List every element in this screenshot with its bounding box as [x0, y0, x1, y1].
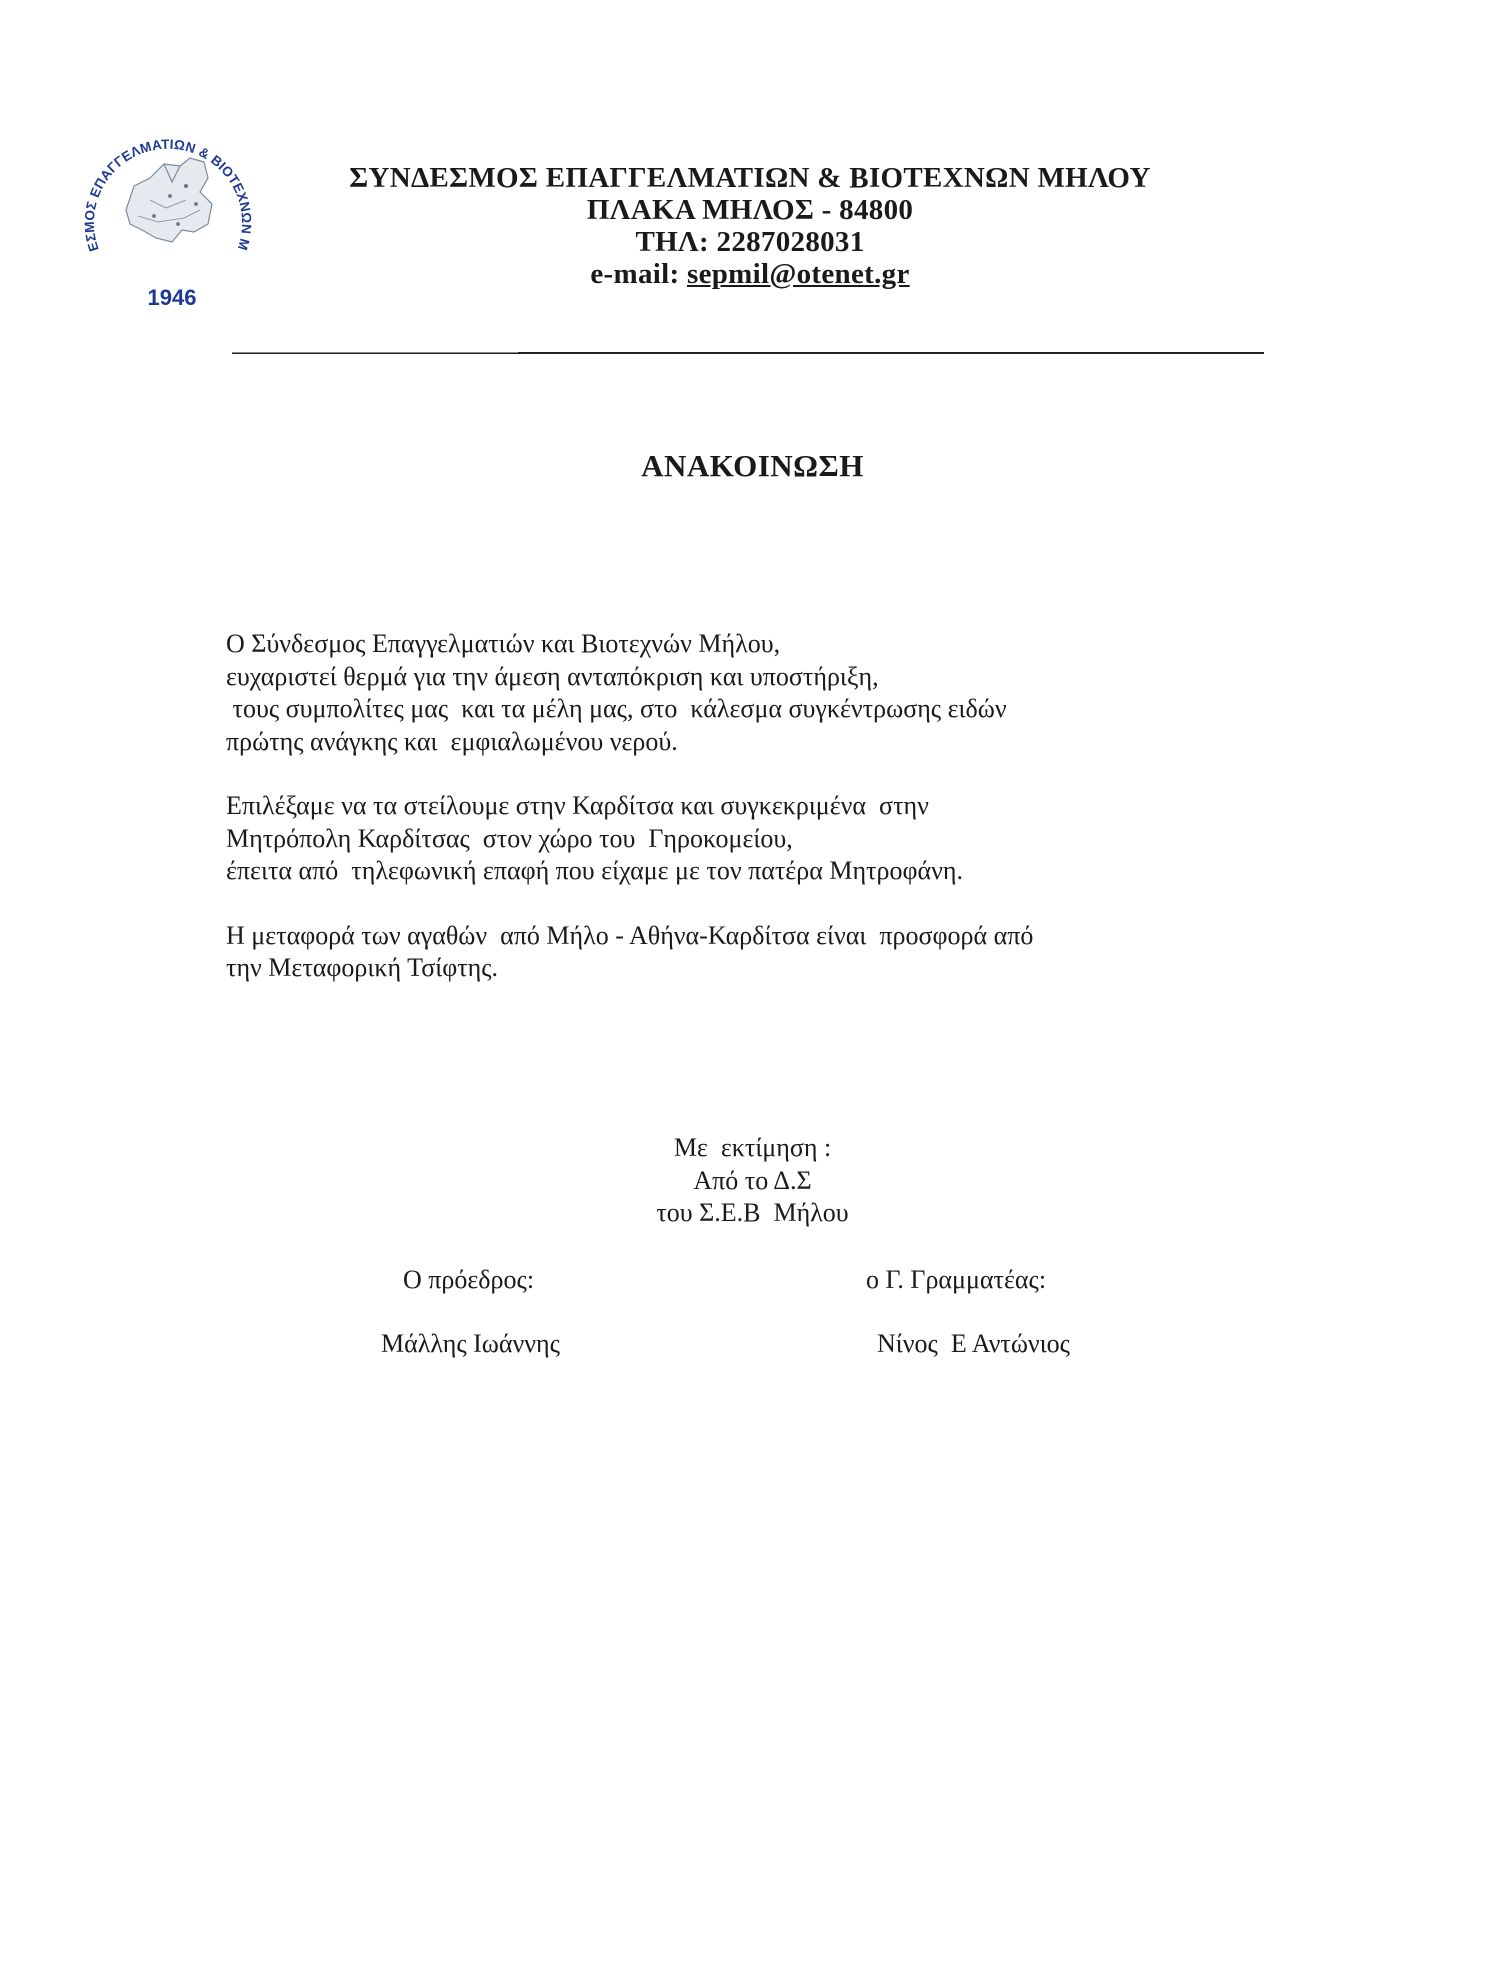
organization-logo: [68, 100, 268, 320]
header-divider: [232, 352, 1264, 354]
island-map-icon: [126, 158, 212, 242]
logo-seal-icon: [68, 100, 268, 320]
text-line: Επιλέξαμε να τα στείλουμε στην Καρδίτσα και συγκεκριμένα στην: [226, 791, 929, 820]
letterhead: [250, 162, 1250, 290]
paragraph-2: [226, 790, 1306, 888]
text-line: τους συμπολίτες μας και τα μέλη μας, στο κάλεσμα συγκέντρωσης ειδών: [226, 694, 1007, 723]
president-title: Ο πρόεδρος:: [403, 1265, 535, 1294]
paragraph-1: [226, 628, 1306, 758]
logo-year: 1946: [147, 285, 197, 310]
secretary-title: ο Γ. Γραμματέας:: [866, 1265, 1047, 1294]
email-link[interactable]: sepmil@otenet.gr: [686, 258, 910, 290]
org-email-line: [250, 258, 1250, 290]
president-name: Μάλλης Ιωάννης: [381, 1329, 560, 1358]
document-title: ΑΝΑΚΟΙΝΩΣΗ: [641, 448, 864, 483]
closing-line: Με εκτίμηση :: [673, 1133, 832, 1162]
text-line: ευχαριστεί θερμά για την άμεση ανταπόκριση και υποστήριξη,: [226, 661, 879, 691]
logo-arc-text: ΕΣΜΟΣ ΕΠΑΓΓΕΛΜΑΤΙΩΝ & ΒΙΟΤΕΧΝΩΝ Μ: [81, 136, 255, 254]
text-line: πρώτης ανάγκης και εμφιαλωμένου νερού.: [226, 726, 678, 756]
closing-line: Από το Δ.Σ: [693, 1165, 812, 1195]
text-line: Η μεταφορά των αγαθών από Μήλο - Αθήνα-Καρδίτσα είναι προσφορά από: [226, 920, 1034, 950]
text-line: την Μεταφορική Τσίφτης.: [226, 953, 499, 982]
text-line: Μητρόπολη Καρδίτσας στον χώρο του Γηροκομείου,: [226, 823, 793, 853]
closing-block: [0, 1132, 1505, 1230]
org-phone: ΤΗΛ: 2287028031: [635, 226, 865, 258]
text-line: έπειτα από τηλεφωνική επαφή που είχαμε με τον πατέρα Μητροφάνη.: [226, 856, 963, 885]
secretary-name: Νίνος Ε Αντώνιος: [877, 1329, 1070, 1358]
text-line: Ο Σύνδεσμος Επαγγελματιών και Βιοτεχνών Μήλου,: [226, 629, 781, 658]
paragraph-3: [226, 920, 1306, 985]
email-label: e-mail:: [590, 258, 687, 290]
header-divider-left-segment: [232, 352, 518, 353]
org-name: ΣΥΝΔΕΣΜΟΣ ΕΠΑΓΓΕΛΜΑΤΙΩΝ & ΒΙΟΤΕΧΝΩΝ ΜΗΛΟΥ: [349, 162, 1151, 194]
announcement-body: [226, 628, 1306, 1017]
closing-line: του Σ.Ε.Β Μήλου: [656, 1198, 849, 1227]
org-address: ΠΛΑΚΑ ΜΗΛΟΣ - 84800: [586, 194, 914, 226]
